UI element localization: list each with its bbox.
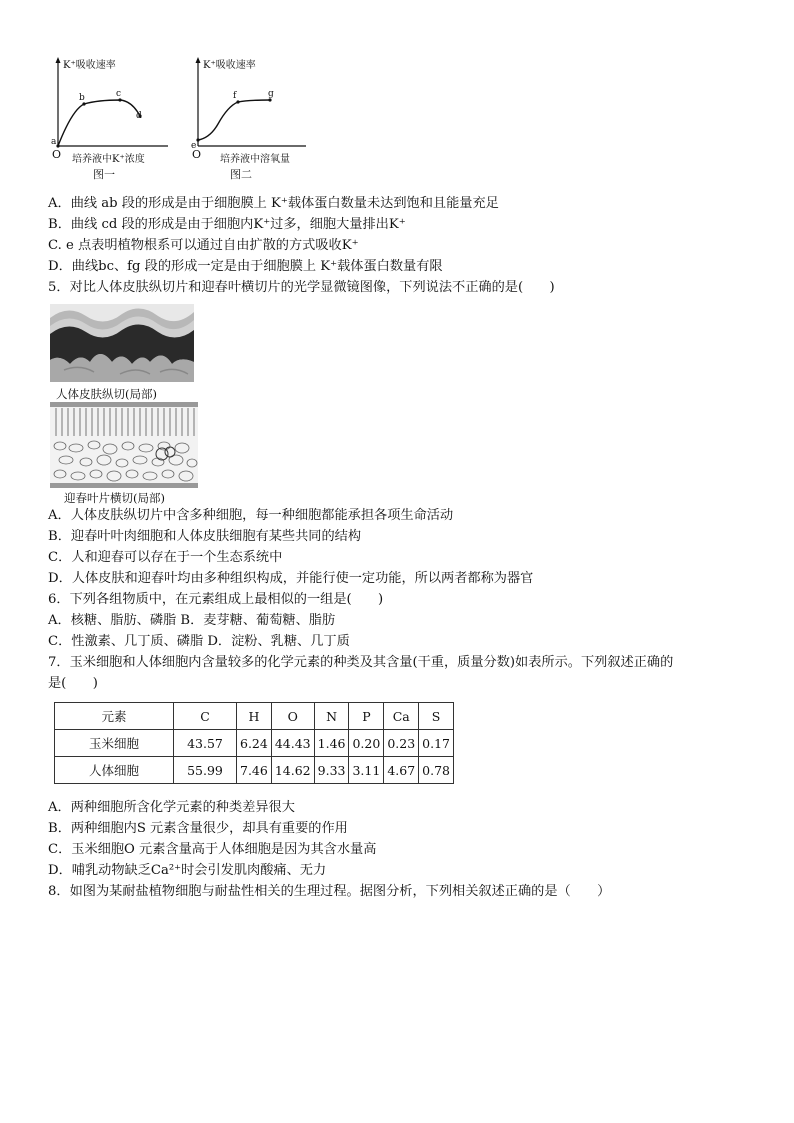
origin-label: O xyxy=(52,148,62,161)
q7-option-a: A．两种细胞所含化学元素的种类差异很大 xyxy=(48,800,295,815)
point-e: e xyxy=(191,141,197,151)
skin-section-micrograph xyxy=(50,304,194,382)
skin-image-caption: 人体皮肤纵切(局部) xyxy=(56,387,157,401)
point-d: d xyxy=(136,111,142,121)
origin-label: O xyxy=(192,148,202,161)
q7-option-d: D．哺乳动物缺乏Ca²⁺时会引发肌肉酸痛、无力 xyxy=(48,863,327,878)
table-cell: 43.57 xyxy=(174,730,237,757)
q5-stem: 5．对比人体皮肤纵切片和迎春叶横切片的光学显微镜图像，下列说法不正确的是( ) xyxy=(48,280,555,295)
figure-caption: 图二 xyxy=(230,168,252,181)
table-header-row xyxy=(55,703,454,730)
q5-option-d: D．人体皮肤和迎春叶均由多种组织构成，并能行使一定功能，所以两者都称为器官 xyxy=(48,571,534,586)
q7-stem-line1: 7．玉米细胞和人体细胞内含量较多的化学元素的种类及其含量(干重，质量分数)如表所示。下列叙述正确的 xyxy=(48,655,674,670)
graph-figure-2 xyxy=(188,56,318,156)
figure-caption: 图一 xyxy=(93,168,115,181)
point-f: f xyxy=(233,91,237,101)
table-header-cell: Ca xyxy=(384,703,419,730)
table-header-cell: C xyxy=(174,703,237,730)
table-cell: 9.33 xyxy=(314,757,349,784)
y-axis-label: K⁺吸收速率 xyxy=(63,60,116,71)
table-row xyxy=(55,757,454,784)
q4-option-b: B．曲线 cd 段的形成是由于细胞内K⁺过多，细胞大量排出K⁺ xyxy=(48,217,406,232)
table-row xyxy=(55,730,454,757)
table-cell: 14.62 xyxy=(271,757,314,784)
table-cell: 55.99 xyxy=(174,757,237,784)
q4-option-c: C. e 点表明植物根系可以通过自由扩散的方式吸收K⁺ xyxy=(48,238,359,253)
table-cell: 0.17 xyxy=(419,730,454,757)
q4-option-d: D．曲线bc、fg 段的形成一定是由于细胞膜上 K⁺载体蛋白数量有限 xyxy=(48,259,443,274)
leaf-image-caption: 迎春叶片横切(局部) xyxy=(64,491,165,505)
q6-options-ab: A．核糖、脂肪、磷脂 B．麦芽糖、葡萄糖、脂肪 xyxy=(48,613,336,628)
graph-figure-1 xyxy=(48,56,178,156)
table-cell: 人体细胞 xyxy=(55,757,174,784)
element-content-table xyxy=(54,702,454,784)
table-cell: 0.78 xyxy=(419,757,454,784)
table-cell: 玉米细胞 xyxy=(55,730,174,757)
x-axis-label: 培养液中溶氧量 xyxy=(220,154,290,165)
q5-option-b: B．迎春叶叶肉细胞和人体皮肤细胞有某些共同的结构 xyxy=(48,529,362,544)
x-axis-label: 培养液中K⁺浓度 xyxy=(72,154,145,165)
q6-stem: 6．下列各组物质中，在元素组成上最相似的一组是( ) xyxy=(48,592,384,607)
table-cell: 7.46 xyxy=(237,757,272,784)
q7-option-c: C．玉米细胞O 元素含量高于人体细胞是因为其含水量高 xyxy=(48,842,377,857)
q7-option-b: B．两种细胞内S 元素含量很少，却具有重要的作用 xyxy=(48,821,348,836)
table-cell: 4.67 xyxy=(384,757,419,784)
table-cell: 1.46 xyxy=(314,730,349,757)
q4-option-a: A．曲线 ab 段的形成是由于细胞膜上 K⁺载体蛋白数量未达到饱和且能量充足 xyxy=(48,196,499,211)
q6-options-cd: C．性激素、几丁质、磷脂 D．淀粉、乳糖、几丁质 xyxy=(48,634,350,649)
point-g: g xyxy=(268,89,274,99)
table-header-cell: S xyxy=(419,703,454,730)
table-cell: 3.11 xyxy=(349,757,384,784)
table-cell: 0.23 xyxy=(384,730,419,757)
q5-option-c: C．人和迎春可以存在于一个生态系统中 xyxy=(48,550,283,565)
leaf-section-micrograph xyxy=(50,402,198,488)
table-header-cell: P xyxy=(349,703,384,730)
table-header-cell: N xyxy=(314,703,349,730)
table-header-cell: H xyxy=(237,703,272,730)
table-header-cell: 元素 xyxy=(55,703,174,730)
table-cell: 6.24 xyxy=(237,730,272,757)
point-a: a xyxy=(51,137,57,147)
q8-stem: 8．如图为某耐盐植物细胞与耐盐性相关的生理过程。据图分析，下列相关叙述正确的是（ ） xyxy=(48,884,611,899)
point-b: b xyxy=(79,93,85,103)
q5-option-a: A．人体皮肤纵切片中含多种细胞，每一种细胞都能承担各项生命活动 xyxy=(48,508,454,523)
q7-stem-line2: 是( ) xyxy=(48,676,98,691)
point-c: c xyxy=(116,89,122,99)
table-cell: 0.20 xyxy=(349,730,384,757)
y-axis-label: K⁺吸收速率 xyxy=(203,60,256,71)
table-header-cell: O xyxy=(271,703,314,730)
table-cell: 44.43 xyxy=(271,730,314,757)
